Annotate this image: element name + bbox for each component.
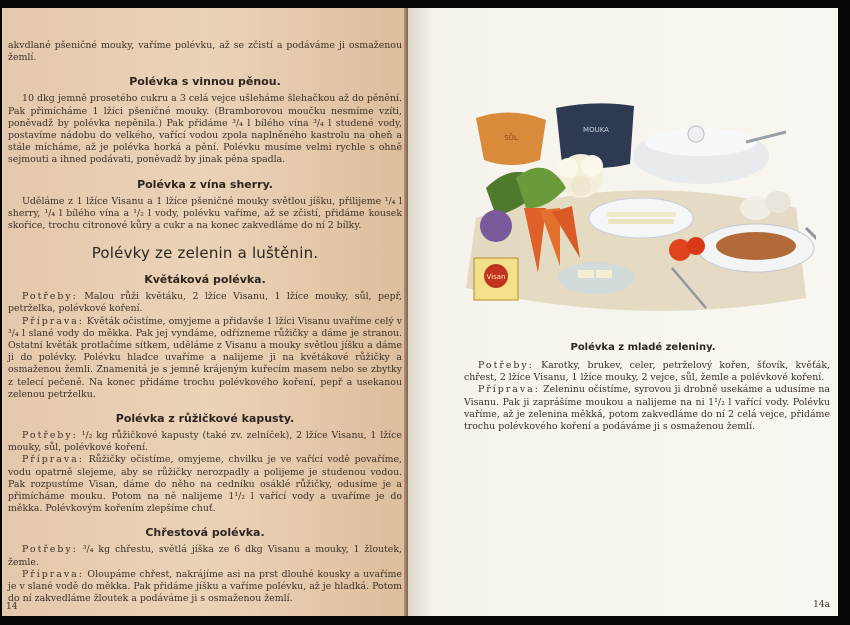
glass-dish	[558, 262, 634, 294]
salt-label: SŮL	[504, 134, 518, 142]
recipe-title-asparagus: Chřestová polévka.	[145, 526, 265, 540]
recipe-prep-brussels	[8, 454, 402, 515]
needs-text: Karotky, brukev, celer, petrželový kořen, šťovík, kvěťák, chřest, 2 lžíce Visanu, 1 lžíce mouky, 2 vejce, sůl, žemle a polévkové koření.	[464, 360, 830, 384]
recipe-needs-brussels	[8, 430, 402, 454]
prep-label: Příprava:	[22, 454, 84, 466]
needs-text: ³/₄ kg chřestu, světlá jíška ze 6 dkg Visanu a mouky, 1 žloutek, žemle.	[8, 544, 402, 568]
chapter-title: Polévky ze zelenin a luštěnin.	[91, 244, 319, 263]
needs-label: Potřeby:	[22, 291, 78, 303]
egg	[765, 191, 791, 213]
needs-label: Potřeby:	[22, 430, 78, 442]
flour-label: MOUKA	[583, 126, 609, 134]
asparagus-plate	[589, 198, 693, 238]
page-number-left: 14	[6, 602, 18, 612]
recipe-prep-asparagus	[8, 569, 402, 606]
left-page	[2, 8, 414, 616]
cauliflower	[558, 154, 603, 198]
prep-text: Květák očistíme, omyjeme a přidavše 1 lžíci Visanu uvaříme celý v ³/₄ l slané vody do měkka. Pak jej vyndáme, odřízneme růžičky a dáme je stranou. Ostatní květák protlačíme sítkem, uděláme z Visanu a mouky světlou jíšku a dáme ji do polévky. Polévku hladce uvaříme a nalijeme ji na květákové růžičky a osmaženou žemli. Znamenitá je s jemně krájeným kuřecím masem nebo se zbytky z telecí pečeně. Na konec přidáme trochu polévkového koření, pepř a usekanou zelenou petrželku.	[8, 315, 402, 400]
recipe-needs-young-vegetables	[464, 360, 830, 384]
page-number-right: 14a	[813, 600, 830, 610]
prep-text: Růžičky očistíme, omyjeme, chvilku je ve vařící vodě povaříme, vodu opatrně slejeme, aby se růžičky nerozpadly a polijeme je studenou vodou. Pak rozpustíme Visan, dáme do něho na cedníku osáklé růžičky, odusíme je a přimícháme mouku. Potom na ně nalijeme 1¹/₂ l vařící vody a uvaříme je do měkka. Polévkovým kořením zlepšíme chuť.	[8, 454, 403, 515]
needs-label: Potřeby:	[22, 544, 78, 556]
prep-label: Příprava:	[478, 384, 540, 396]
recipe-prep-cauliflower	[8, 316, 402, 401]
recipe-title-young-vegetables: Polévka z mladé zeleniny.	[570, 342, 716, 353]
recipe-prep-young-vegetables	[464, 384, 830, 433]
recipe-needs-asparagus	[8, 544, 402, 568]
needs-text: Malou růži květáku, 2 lžíce Visanu, 1 lžíce mouky, sůl, pepř, petrželka, polévkové koření.	[8, 291, 402, 315]
visan-box	[474, 258, 518, 300]
vegetable-still-life-illustration	[456, 98, 816, 318]
intro-text: akvdlané pšeničné mouky, vaříme polévku, až se zčistí a podáváme ji osmaženou žemlí.	[8, 40, 402, 64]
recipe-title-cauliflower: Květáková polévka.	[144, 273, 266, 287]
needs-label: Potřeby:	[478, 360, 534, 371]
section-title-wine-foam: Polévka s vinnou pěnou.	[129, 75, 281, 89]
kohlrabi	[480, 210, 512, 242]
prep-text: Oloupáme chřest, nakrájíme asi na prst dlouhé kousky a uvaříme je v slané vodě do měkka. Pak přidáme jíšku a vaříme polévku, až je hladká. Potom do ní zakvedláme žloutek a podáváme ji s osmaženou žemlí.	[8, 568, 402, 605]
section-text-wine-foam: 10 dkg jemně prosetého cukru a 3 celá vejce ušleháme šlehačkou až do pěnění. Pak přimícháme 1 lžíci pšeničné mouky. (Bramborovou moučku nesmíme vzíti, poněvadž by polévka nepěnila.) Pak přidáme ³/₄ l bílého vína ³/₄ l studené vody, postavíme nádobu do velkého, vařící vodou zpola naplněného kastrolu na oheň a stále mícháme, až je polévka horká a pění. Polévku musíme velmi rychle s ohně sejmouti a ihned podávati, poněvadž by jinak pěna spadla.	[8, 93, 402, 166]
salt-crock	[476, 112, 546, 165]
section-title-sherry: Polévka z vína sherry.	[137, 177, 273, 191]
recipe-title-brussels: Polévka z růžičkové kapusty.	[115, 412, 295, 426]
recipe-body-young-vegetables	[464, 360, 830, 433]
needs-text: ¹/₂ kg růžičkové kapusty (také zv. zelníček), 2 lžíce Visanu, 1 lžíce mouky, sůl, polévkové koření.	[8, 430, 402, 454]
prep-label: Příprava:	[22, 315, 84, 327]
right-page	[408, 8, 838, 616]
prep-label: Příprava:	[22, 568, 84, 580]
soup-tureen	[633, 126, 786, 184]
section-text-sherry: Uděláme z 1 lžíce Visanu a 1 lžíce pšeničné mouky světlou jíšku, přilijeme ¹/₄ l sherry, ¹/₄ l bílého vína a ¹/₂ l vody, polévku vaříme, až se zčistí, přidáme kousek skořice, trochu citronové kůry a cukr a na konec zakvedláme do ní 2 bílky.	[8, 195, 402, 232]
tomato	[669, 239, 691, 261]
prep-text: Zeleninu očistíme, syrovou ji drobně usekáme a udusíme na Visanu. Pak ji zaprášíme moukou a nalijeme na ni 1¹/₂ l vařící vody. Polévku vaříme, až je zelenina měkká, potom zakvedláme do ní 2 celá vejce, přidáme trochu polévkového koření a podáváme ji s osmaženou žemlí.	[464, 384, 830, 433]
recipe-needs-cauliflower	[8, 291, 402, 315]
visan-label: Visan	[486, 273, 506, 281]
tomato	[687, 237, 705, 255]
soup-plate	[698, 224, 816, 272]
